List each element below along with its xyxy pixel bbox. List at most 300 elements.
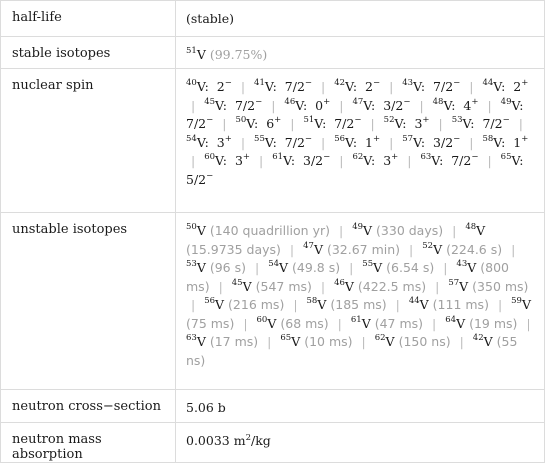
- isotope-symbol: V:: [413, 134, 426, 150]
- spin-isotope: [254, 79, 277, 94]
- spin-value: [266, 116, 281, 131]
- isotope-symbol: V:: [215, 153, 228, 168]
- spin-number: 1: [365, 134, 373, 150]
- separator: |: [271, 97, 276, 113]
- spin-number: 7/2: [433, 79, 454, 94]
- isotope-mass: 63: [420, 152, 432, 162]
- isotope-half-life: (140 quadrillion yr): [209, 223, 330, 238]
- isotope-mass: 57: [402, 133, 414, 144]
- isotope-half-life: (224.6 s): [446, 241, 503, 257]
- isotope-mass: 53: [186, 259, 197, 269]
- isotope-mass: 53: [451, 115, 463, 125]
- isotope-mass: 64: [445, 314, 457, 325]
- separator: |: [497, 297, 503, 312]
- isotope-symbol: V:: [363, 153, 376, 168]
- isotope-symbol: V:: [295, 97, 308, 113]
- unstable-isotope: [268, 260, 288, 275]
- spin-value: [303, 153, 330, 168]
- isotope-symbol: V: [196, 223, 206, 238]
- separator: |: [435, 278, 440, 294]
- isotope-half-life: (216 ms): [228, 297, 285, 312]
- unstable-isotope: [186, 334, 206, 349]
- unstable-isotope: [303, 242, 323, 257]
- isotope-mass: 63: [186, 333, 197, 343]
- isotope-symbol: V:: [196, 79, 209, 94]
- isotope-symbol: V: [196, 334, 206, 349]
- isotope-mass: 40: [186, 78, 197, 88]
- spin-number: 2: [513, 79, 522, 94]
- separator: |: [469, 79, 474, 94]
- unstable-isotope: [352, 223, 372, 238]
- spin-parity: −: [403, 96, 411, 107]
- stable-isotopes-label: stable isotopes: [1, 37, 176, 69]
- isotope-mass: 52: [422, 240, 434, 251]
- isotope-symbol: V: [196, 260, 206, 275]
- isotope-symbol: V: [279, 260, 289, 275]
- spin-isotope: [501, 153, 524, 168]
- isotope-symbol: V: [344, 278, 354, 294]
- spin-isotope: [186, 135, 209, 150]
- separator: |: [267, 334, 272, 349]
- separator: |: [419, 97, 424, 113]
- separator: |: [526, 315, 531, 331]
- isotope-symbol: V:: [413, 79, 426, 94]
- nma-unit-exponent: 2: [245, 433, 251, 443]
- separator: |: [518, 116, 523, 131]
- spin-parity: −: [323, 152, 331, 162]
- spin-parity: −: [255, 96, 263, 107]
- separator: |: [191, 97, 196, 113]
- isotope-symbol: V: [459, 278, 469, 294]
- spin-number: 2: [216, 79, 225, 94]
- isotope-symbol: V: [476, 223, 486, 238]
- isotope-symbol: V: [467, 260, 477, 275]
- separator: |: [443, 260, 448, 275]
- spin-parity: −: [354, 115, 362, 125]
- isotope-mass: 56: [204, 296, 216, 306]
- unstable-isotope: [456, 260, 476, 275]
- spin-value: [463, 98, 478, 113]
- spin-value: [451, 153, 478, 168]
- isotope-mass: 46: [284, 96, 296, 107]
- isotope-mass: 57: [448, 277, 460, 288]
- spin-isotope: [204, 98, 227, 113]
- isotope-abundance: (99.75%): [209, 47, 268, 62]
- isotope-half-life: (55 ns): [186, 334, 518, 368]
- separator: |: [338, 223, 344, 238]
- spin-value: [334, 116, 361, 131]
- stable-isotope: [186, 47, 206, 62]
- spin-value: [383, 98, 410, 113]
- isotope-mass: 42: [472, 333, 484, 343]
- unstable-isotopes-label: unstable isotopes: [1, 213, 176, 390]
- isotope-mass: 43: [402, 78, 414, 88]
- isotope-symbol: V:: [394, 116, 407, 131]
- isotope-symbol: V: [291, 334, 301, 349]
- isotope-mass: 55: [254, 133, 265, 144]
- spin-isotope: [482, 79, 505, 94]
- isotope-symbol: V:: [345, 79, 358, 94]
- isotope-mass: 60: [204, 152, 216, 162]
- spin-parity: +: [391, 152, 399, 162]
- spin-value: [285, 79, 312, 94]
- spin-isotope: [501, 98, 524, 113]
- isotope-mass: 60: [256, 314, 268, 325]
- isotope-symbol: V:: [511, 153, 524, 168]
- spin-parity: +: [422, 115, 430, 125]
- separator: |: [339, 97, 344, 113]
- unstable-isotope: [422, 242, 442, 257]
- isotope-symbol: V:: [443, 97, 456, 113]
- separator: |: [370, 116, 375, 131]
- spin-value: [186, 116, 213, 131]
- spin-value: [315, 98, 330, 113]
- spin-parity: −: [304, 133, 313, 144]
- spin-isotope: [384, 116, 407, 131]
- separator: |: [293, 297, 298, 312]
- isotope-mass: 49: [352, 222, 364, 232]
- isotope-half-life: (17 ms): [209, 334, 259, 349]
- isotope-symbol: V: [433, 241, 443, 257]
- separator: |: [254, 260, 260, 275]
- spin-parity: −: [206, 115, 214, 125]
- separator: |: [222, 116, 227, 131]
- spin-number: 3: [383, 153, 392, 168]
- spin-isotope: [334, 79, 357, 94]
- nuclear-spin-label: nuclear spin: [1, 69, 176, 213]
- isotope-mass: 49: [500, 96, 512, 107]
- separator: |: [259, 153, 264, 168]
- spin-parity: −: [304, 78, 313, 88]
- spin-value: [365, 79, 380, 94]
- row-unstable-isotopes: [1, 213, 545, 390]
- separator: |: [389, 134, 394, 150]
- separator: |: [452, 223, 457, 238]
- isotope-symbol: V:: [196, 134, 209, 150]
- unstable-isotope: [307, 297, 327, 312]
- spin-value: [235, 153, 250, 168]
- spin-number: 7/2: [334, 116, 355, 131]
- spin-isotope: [352, 153, 375, 168]
- unstable-isotope: [232, 279, 252, 294]
- isotope-symbol: V: [363, 223, 373, 238]
- isotope-mass: 62: [374, 333, 386, 343]
- isotope-mass: 54: [186, 133, 197, 144]
- separator: |: [409, 241, 414, 257]
- spin-parity: +: [323, 96, 331, 107]
- neutron-mass-absorption-label: neutron mass absorption: [1, 423, 176, 463]
- separator: |: [459, 334, 464, 349]
- spin-isotope: [303, 116, 326, 131]
- spin-isotope: [235, 116, 258, 131]
- isotope-half-life: (32.67 min): [326, 241, 401, 257]
- isotope-symbol: V:: [493, 134, 506, 150]
- spin-number: 7/2: [284, 134, 305, 150]
- separator: |: [407, 153, 412, 168]
- isotope-mass: 46: [334, 277, 345, 288]
- isotope-half-life: (96 s): [209, 260, 246, 275]
- isotope-mass: 44: [408, 296, 420, 306]
- isotope-half-life: (185 ms): [330, 297, 387, 312]
- spin-value: [365, 135, 380, 150]
- spin-parity: −: [453, 133, 461, 144]
- separator: |: [290, 116, 295, 131]
- spin-parity: −: [471, 152, 479, 162]
- spin-value: [217, 135, 232, 150]
- spin-number: 7/2: [451, 153, 472, 168]
- separator: |: [432, 315, 437, 331]
- isotope-mass: 48: [432, 96, 444, 107]
- spin-number: 7/2: [482, 116, 503, 131]
- isotope-mass: 56: [334, 133, 346, 144]
- unstable-isotope: [473, 334, 493, 349]
- isotope-symbol: V: [196, 47, 206, 62]
- spin-number: 0: [315, 97, 324, 113]
- separator: |: [438, 116, 443, 131]
- isotope-symbol: V: [521, 297, 531, 312]
- separator: |: [511, 241, 516, 257]
- separator: |: [339, 153, 344, 168]
- unstable-isotope: [362, 260, 382, 275]
- unstable-isotope: [351, 316, 371, 331]
- nma-number: 0.0033 m: [186, 433, 246, 448]
- isotope-symbol: V:: [246, 116, 259, 131]
- spin-number: 7/2: [284, 79, 305, 94]
- separator: |: [191, 153, 196, 168]
- neutron-cross-section-label: neutron cross−section: [1, 390, 176, 423]
- isotope-symbol: V:: [283, 153, 296, 168]
- unstable-isotope: [280, 334, 300, 349]
- half-life-value: (stable): [176, 1, 545, 37]
- isotope-symbol: V:: [314, 116, 327, 131]
- isotope-mass: 41: [254, 78, 265, 88]
- unstable-isotope: [465, 223, 485, 238]
- isotope-symbol: V: [419, 297, 429, 312]
- isotope-mass: 59: [511, 296, 522, 306]
- isotope-half-life: (350 ms): [472, 278, 529, 294]
- isotope-symbol: V:: [462, 116, 475, 131]
- spin-isotope: [352, 98, 375, 113]
- spin-parity: −: [372, 78, 381, 88]
- unstable-isotope: [448, 279, 468, 294]
- separator: |: [243, 315, 248, 331]
- separator: |: [349, 260, 354, 275]
- separator: |: [337, 315, 342, 331]
- stable-isotopes-value: [176, 37, 545, 69]
- separator: |: [469, 134, 474, 150]
- spin-parity: −: [206, 170, 214, 181]
- separator: |: [487, 153, 492, 168]
- spin-value: [433, 135, 460, 150]
- separator: |: [395, 297, 400, 312]
- separator: |: [240, 134, 246, 150]
- isotope-symbol: V: [242, 278, 252, 294]
- spin-isotope: [420, 153, 443, 168]
- isotope-symbol: V: [313, 241, 323, 257]
- separator: |: [240, 79, 246, 94]
- spin-isotope: [402, 79, 425, 94]
- isotope-mass: 48: [465, 222, 477, 232]
- isotope-mass: 44: [482, 78, 494, 88]
- isotope-symbol: V:: [511, 97, 524, 113]
- separator: |: [321, 79, 326, 94]
- row-stable-isotopes: [1, 37, 545, 69]
- unstable-isotope: [204, 297, 224, 312]
- separator: |: [321, 134, 326, 150]
- row-nuclear-spin: [1, 69, 545, 213]
- spin-number: 3/2: [433, 134, 454, 150]
- spin-number: 4: [463, 97, 472, 113]
- spin-value: [186, 172, 213, 187]
- isotope-mass: 50: [186, 222, 197, 232]
- spin-number: 5/2: [186, 171, 207, 187]
- spin-value: [285, 135, 312, 150]
- isotope-mass: 58: [306, 296, 318, 306]
- isotope-mass: 47: [352, 96, 364, 107]
- separator: |: [218, 278, 223, 294]
- nuclear-spin-value: [176, 69, 545, 213]
- separator: |: [320, 278, 326, 294]
- spin-number: 3: [216, 134, 225, 150]
- separator: |: [289, 241, 295, 257]
- isotope-mass: 51: [186, 46, 197, 56]
- isotope-symbol: V:: [345, 134, 358, 150]
- row-half-life: [1, 1, 545, 37]
- separator: |: [361, 334, 366, 349]
- isotope-mass: 58: [482, 133, 494, 144]
- isotope-half-life: (330 days): [376, 223, 444, 238]
- isotope-symbol: V: [267, 315, 277, 331]
- unstable-isotope: [511, 297, 531, 312]
- isotope-symbol: V:: [215, 97, 228, 113]
- spin-number: 1: [513, 134, 522, 150]
- isotope-half-life: (75 ms): [186, 315, 235, 331]
- spin-isotope: [334, 135, 357, 150]
- spin-parity: +: [372, 133, 381, 144]
- spin-parity: +: [521, 78, 529, 88]
- isotope-mass: 54: [268, 259, 280, 269]
- isotope-mass: 43: [456, 259, 468, 269]
- spin-parity: −: [453, 78, 461, 88]
- spin-value: [513, 79, 528, 94]
- spin-number: 3/2: [383, 97, 404, 113]
- separator: |: [389, 79, 394, 94]
- isotope-mass: 45: [204, 96, 216, 107]
- isotope-mass: 62: [352, 152, 364, 162]
- isotope-symbol: V: [373, 260, 383, 275]
- spin-number: 2: [365, 79, 373, 94]
- spin-isotope: [254, 135, 277, 150]
- spin-number: 6: [266, 116, 275, 131]
- isotope-half-life: (68 ms): [280, 315, 329, 331]
- spin-parity: +: [224, 133, 232, 144]
- isotope-symbol: V: [215, 297, 225, 312]
- isotope-symbol: V:: [431, 153, 444, 168]
- spin-value: [383, 153, 398, 168]
- isotope-half-life: (422.5 ms): [357, 278, 427, 294]
- isotope-half-life: (19 ms): [469, 315, 518, 331]
- spin-isotope: [284, 98, 307, 113]
- isotope-half-life: (800 ms): [186, 260, 509, 294]
- isotope-symbol: V:: [264, 79, 277, 94]
- isotope-symbol: V:: [264, 134, 277, 150]
- isotope-mass: 61: [272, 152, 284, 162]
- isotope-mass: 55: [362, 259, 374, 269]
- isotope-half-life: (49.8 s): [292, 260, 341, 275]
- isotope-half-life: (547 ms): [255, 278, 312, 294]
- unstable-isotope: [186, 223, 206, 238]
- spin-number: 7/2: [186, 116, 207, 131]
- unstable-isotope: [257, 316, 277, 331]
- spin-parity: −: [224, 78, 232, 88]
- spin-isotope: [204, 153, 227, 168]
- spin-isotope: [272, 153, 295, 168]
- isotope-half-life: (15.9735 days): [186, 241, 281, 257]
- spin-parity: +: [471, 96, 479, 107]
- spin-parity: −: [502, 115, 510, 125]
- spin-value: [414, 116, 429, 131]
- spin-isotope: [433, 98, 456, 113]
- isotope-symbol: V: [317, 297, 327, 312]
- isotope-mass: 61: [350, 314, 362, 325]
- isotope-mass: 45: [231, 277, 243, 288]
- isotope-mass: 51: [303, 115, 315, 125]
- isotope-half-life: (150 ns): [398, 334, 451, 349]
- spin-value: [513, 135, 528, 150]
- unstable-isotope: [186, 260, 206, 275]
- isotope-symbol: V:: [493, 79, 506, 94]
- isotope-symbol: V: [483, 334, 493, 349]
- spin-parity: +: [242, 152, 251, 162]
- spin-value: [235, 98, 262, 113]
- isotope-symbol: V:: [363, 97, 376, 113]
- half-life-label: half-life: [1, 1, 176, 37]
- isotope-half-life: (47 ms): [374, 315, 424, 331]
- isotope-mass: 52: [383, 115, 395, 125]
- isotope-symbol: V: [361, 315, 371, 331]
- spin-isotope: [186, 79, 209, 94]
- isotope-mass: 47: [303, 240, 314, 251]
- spin-parity: +: [274, 115, 282, 125]
- unstable-isotope: [334, 279, 354, 294]
- spin-number: 3/2: [303, 153, 324, 168]
- row-neutron-cross-section: [1, 390, 545, 423]
- spin-value: [482, 116, 509, 131]
- isotope-symbol: V: [456, 315, 466, 331]
- isotope-symbol: V: [385, 334, 395, 349]
- separator: |: [487, 97, 492, 113]
- unstable-isotopes-value: [176, 213, 545, 390]
- unstable-isotope: [445, 316, 465, 331]
- spin-number: 7/2: [234, 97, 256, 113]
- nma-unit-tail: /kg: [251, 433, 271, 448]
- separator: |: [191, 297, 196, 312]
- spin-isotope: [482, 135, 505, 150]
- isotope-mass: 42: [334, 78, 346, 88]
- unstable-isotope: [409, 297, 429, 312]
- spin-number: 3: [414, 116, 423, 131]
- spin-value: [217, 79, 232, 94]
- isotope-half-life: (10 ms): [304, 334, 353, 349]
- isotope-half-life: (6.54 s): [386, 260, 435, 275]
- spin-isotope: [452, 116, 475, 131]
- isotope-mass: 50: [235, 115, 247, 125]
- isotope-mass: 65: [280, 333, 292, 343]
- neutron-cross-section-value: 5.06 b: [176, 390, 545, 423]
- spin-value: [433, 79, 460, 94]
- spin-isotope: [402, 135, 425, 150]
- isotope-half-life: (111 ms): [432, 297, 489, 312]
